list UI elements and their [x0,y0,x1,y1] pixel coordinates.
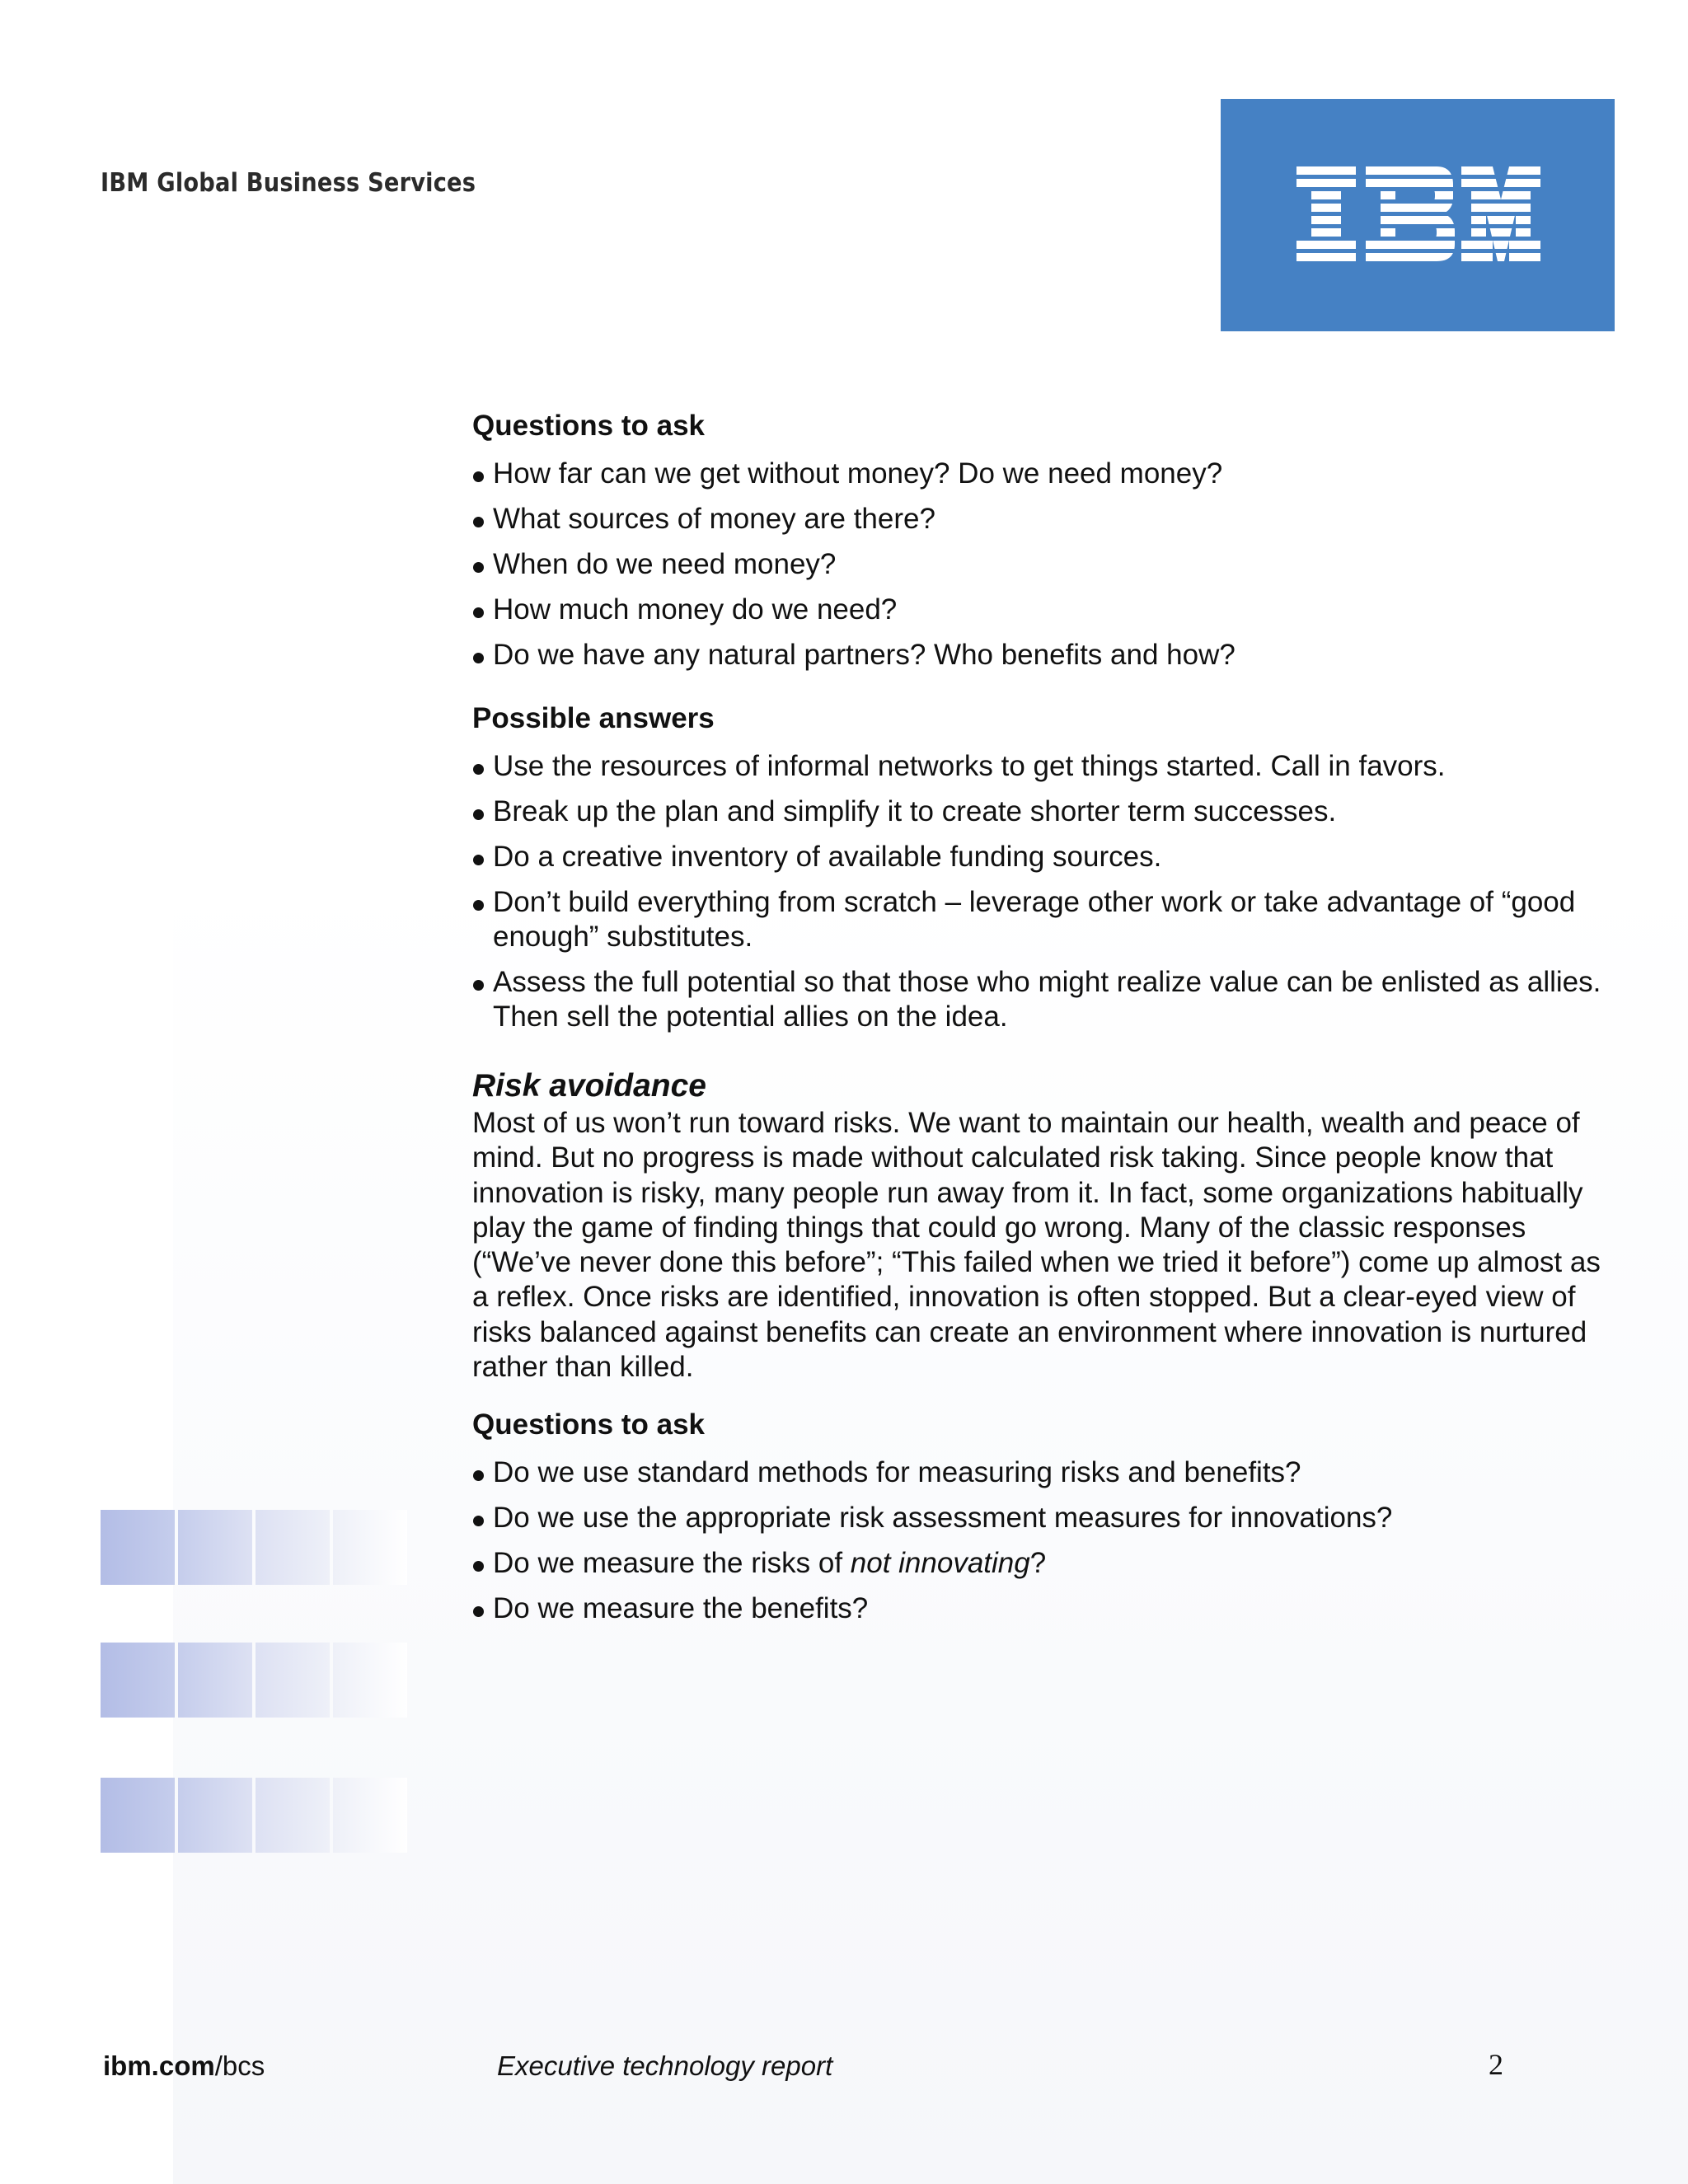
footer-report-title: Executive technology report [497,2050,833,2081]
decorative-tile [333,1778,407,1853]
list-item: Do we have any natural partners? Who benefits and how? [472,638,1601,673]
list-item: Use the resources of informal networks to get things started. Call in favors. [472,749,1601,784]
decorative-tile [256,1510,330,1585]
list-item: Do we use standard methods for measuring risks and benefits? [472,1455,1601,1490]
list-item: When do we need money? [472,547,1601,582]
decorative-tiles [101,1778,422,1853]
decorative-tile [101,1643,175,1718]
list-item: Assess the full potential so that those who might realize value can be enlisted as allies. Then sell the potential allies on the idea. [472,965,1601,1034]
list-item: How much money do we need? [472,593,1601,627]
decorative-tile [101,1778,175,1853]
decorative-tile [333,1643,407,1718]
list-item [472,1546,1601,1581]
list-item: Break up the plan and simplify it to create shorter term successes. [472,794,1601,829]
answers-heading: Possible answers [472,702,715,734]
risk-paragraph: Most of us won’t run toward risks. We want to maintain our health, wealth and peace of mind. But no progress is made without calculated risk taking. Since people know that innovation is risky, many people run away from it. In fact, some organizations habitually play the game of finding things that could go wrong. Many of the classic responses (“We’ve never done this before”; “This failed when we tried it before”) come up almost as a reflex. Once risks are identified, innovation is often stopped. But a clear-eyed view of risks balanced against benefits can create an environment where innovation is nurtured rather than killed. [472,1107,1601,1384]
list-item: Do a creative inventory of available funding sources. [472,840,1601,874]
item-text-suffix: ? [1029,1547,1047,1580]
decorative-tile [101,1510,175,1585]
decorative-tile [178,1643,252,1718]
footer-site-path: /bcs [214,2050,265,2081]
decorative-tiles [101,1643,422,1718]
decorative-tile [256,1643,330,1718]
list-item: Do we measure the benefits? [472,1591,1601,1626]
questions-heading: Questions to ask [472,410,706,442]
list-item: Do we use the appropriate risk assessment measures for innovations? [472,1501,1601,1535]
brand-header: IBM Global Business Services [101,168,476,198]
answers-list [472,749,1601,1034]
risk-questions-heading: Questions to ask [472,1408,706,1441]
footer-site [103,2050,265,2082]
decorative-tile [256,1778,330,1853]
decorative-tile [178,1510,252,1585]
list-item: How far can we get without money? Do we need money? [472,457,1601,491]
decorative-tiles [101,1510,422,1585]
footer-site-domain: ibm.com [103,2050,215,2081]
page-number: 2 [1489,2048,1503,2081]
item-text-prefix: Do we measure the risks of [493,1547,851,1580]
ibm-logo [1221,99,1615,331]
list-item: Don’t build everything from scratch – leverage other work or take advantage of “good enough” substitutes. [472,885,1601,954]
decorative-tile [333,1510,407,1585]
decorative-tile [178,1778,252,1853]
main-content [472,409,1601,1637]
questions-list [472,457,1601,673]
ibm-logo-icon [1296,166,1540,264]
list-item: What sources of money are there? [472,502,1601,537]
risk-questions-list [472,1455,1601,1626]
section-heading-risk-avoidance: Risk avoidance [472,1068,706,1104]
item-emphasis: not innovating [850,1547,1030,1580]
